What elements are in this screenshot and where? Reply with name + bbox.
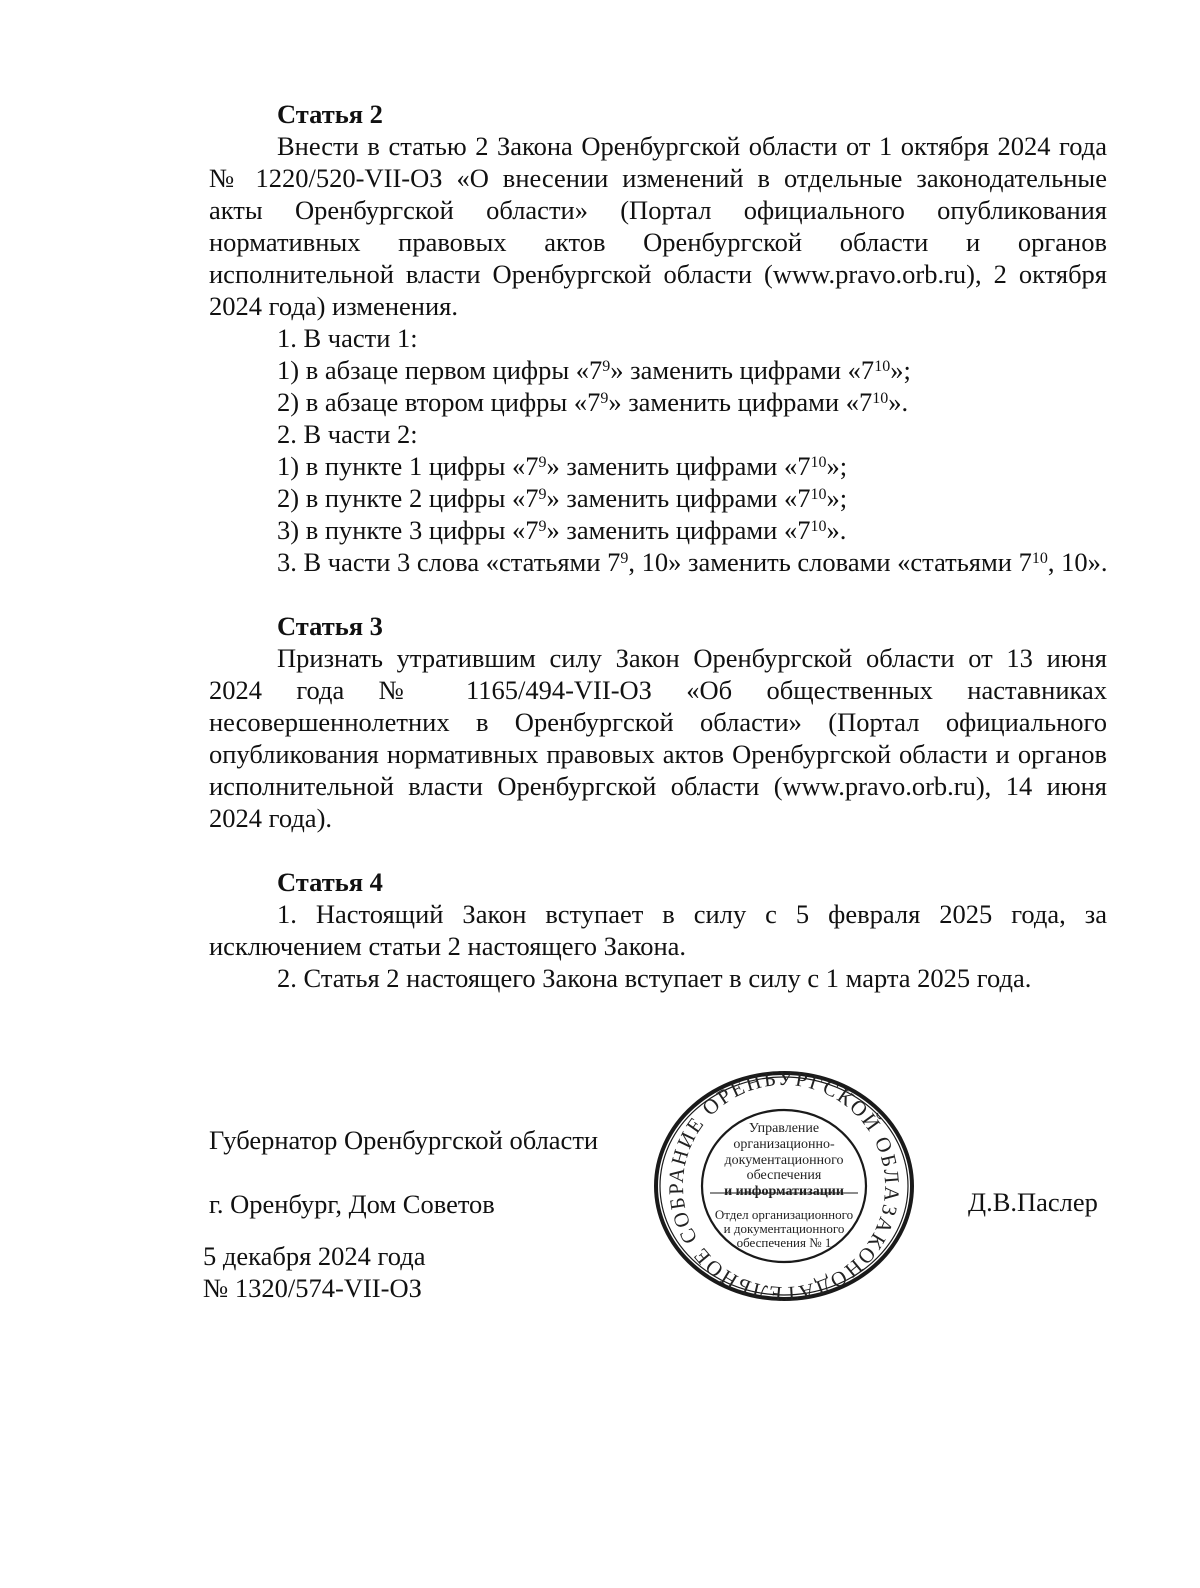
article-4-para-2: 2. Статья 2 настоящего Закона вступает в силу с 1 марта 2025 года. [277,963,1032,993]
article-2-part-2-label: 2. В части 2: [277,419,418,449]
signing-place: г. Оренбург, Дом Советов [209,1189,495,1219]
seal-inner-text [715,1121,853,1250]
article-2-part-3: 3. В части 3 слова «статьями $7^9$, 10» заменить словами «статьями $7^{10}$, 10». [277,547,1108,577]
article-2-part-2-item-1: 1) в пункте 1 цифры «$7^9$» заменить цифрами «$7^{10}$»; [277,451,848,481]
article-2-part-2-item-2: 2) в пункте 2 цифры «$7^9$» заменить цифрами «$7^{10}$»; [277,483,848,513]
seal-graphic [652,1069,916,1303]
seal-line: Управление [748,1121,820,1136]
article-3-heading: Статья 3 [277,611,383,641]
article-2-heading: Статья 2 [277,99,383,129]
article-3-text: Признать утратившим силу Закон Оренбургской области от 13 июня 2024 года № 1165/494-VII-ОЗ «Об общественных наставниках несовершеннолетних в Оренбургской области» (Портал официального опубликования нормативных правовых актов Оренбургской области и органов исполнительной власти Оренбургской области (www.pravo.orb.ru), 14 июня 2024 года). [209,643,1107,833]
seal-line: организационно- [733,1137,835,1152]
document-body [209,98,1107,1026]
seal-line: документационного [724,1153,844,1168]
article-4 [209,866,1107,994]
seal-line: обеспечения [746,1168,822,1183]
article-3 [209,610,1107,834]
article-4-para-1: 1. Настоящий Закон вступает в силу с 5 февраля 2025 года, за исключением статьи 2 настоящего Закона. [209,899,1107,961]
law-number: № 1320/574-VII-ОЗ [203,1273,422,1303]
article-2-part-1-item-2: 2) в абзаце втором цифры «$7^9$» заменить цифрами «$7^{10}$». [277,387,909,417]
article-4-heading: Статья 4 [277,867,383,897]
seal-line: и информатизации [724,1184,844,1199]
article-2-part-2-item-3: 3) в пункте 3 цифры «$7^9$» заменить цифрами «$7^{10}$». [277,515,847,545]
seal-line: Отдел организационного [714,1207,854,1222]
governor-title: Губернатор Оренбургской области [209,1125,599,1155]
seal-ring-text-path: ЗАКОНОДАТЕЛЬНОЕ СОБРАНИЕ ОРЕНБУРГСКОЙ ОБЛА [663,1069,905,1303]
article-2 [209,98,1107,578]
article-2-intro: Внести в статью 2 Закона Оренбургской области от 1 октября 2024 года № 1220/520-VII-ОЗ «О внесении изменений в отдельные законодательные акты Оренбургской области» (Портал официального опубликования нормативных правовых актов Оренбургской области и органов исполнительной власти Оренбургской области (www.pravo.orb.ru), 2 октября 2024 года) изменения. [209,131,1107,321]
signer-name: Д.В.Паслер [968,1187,1098,1217]
article-2-part-1-item-1: 1) в абзаце первом цифры «$7^9$» заменить цифрами «$7^{10}$»; [277,355,911,385]
article-2-part-1-label: 1. В части 1: [277,323,418,353]
official-seal-stamp [652,1069,916,1303]
signing-date: 5 декабря 2024 года [203,1241,426,1271]
seal-line: обеспечения № 1 [736,1235,832,1250]
signature-block [203,1124,599,1304]
seal-line: и документационного [723,1221,845,1236]
